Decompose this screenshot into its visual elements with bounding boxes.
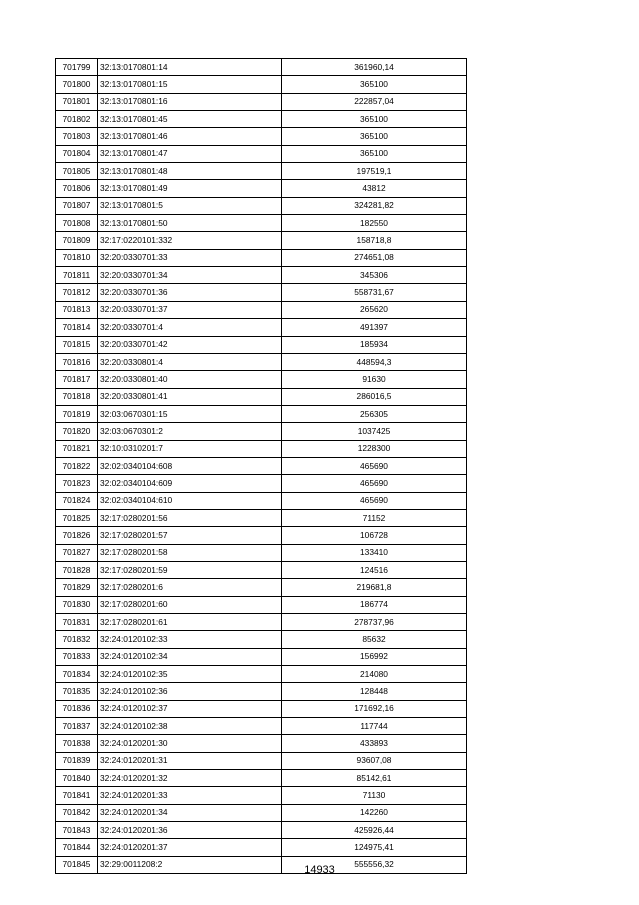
cadastral-number-cell: 32:20:0330701:4	[98, 319, 282, 336]
value-cell: 71152	[282, 509, 467, 526]
row-number-cell: 701841	[56, 787, 98, 804]
cadastral-number-cell: 32:02:0340104:610	[98, 492, 282, 509]
cadastral-number-cell: 32:24:0120102:37	[98, 700, 282, 717]
table-row	[56, 683, 467, 700]
table-row	[56, 475, 467, 492]
value-cell: 465690	[282, 492, 467, 509]
table-row	[56, 544, 467, 561]
row-number-cell: 701829	[56, 579, 98, 596]
value-cell: 219681,8	[282, 579, 467, 596]
value-cell: 465690	[282, 475, 467, 492]
table-row	[56, 76, 467, 93]
table-row	[56, 163, 467, 180]
cadastral-number-cell: 32:13:0170801:48	[98, 163, 282, 180]
value-cell: 117744	[282, 718, 467, 735]
table-row	[56, 822, 467, 839]
row-number-cell: 701834	[56, 666, 98, 683]
cadastral-number-cell: 32:20:0330701:33	[98, 249, 282, 266]
row-number-cell: 701837	[56, 718, 98, 735]
cadastral-number-cell: 32:02:0340104:609	[98, 475, 282, 492]
row-number-cell: 701800	[56, 76, 98, 93]
table-row	[56, 59, 467, 76]
table-row	[56, 735, 467, 752]
cadastral-number-cell: 32:24:0120201:30	[98, 735, 282, 752]
row-number-cell: 701833	[56, 648, 98, 665]
table-row	[56, 457, 467, 474]
cadastral-number-cell: 32:17:0280201:60	[98, 596, 282, 613]
cadastral-number-cell: 32:13:0170801:47	[98, 145, 282, 162]
row-number-cell: 701814	[56, 319, 98, 336]
cadastral-number-cell: 32:20:0330701:42	[98, 336, 282, 353]
table-row	[56, 648, 467, 665]
value-cell: 171692,16	[282, 700, 467, 717]
row-number-cell: 701823	[56, 475, 98, 492]
row-number-cell: 701819	[56, 405, 98, 422]
row-number-cell: 701805	[56, 163, 98, 180]
value-cell: 93607,08	[282, 752, 467, 769]
row-number-cell: 701807	[56, 197, 98, 214]
table-row	[56, 388, 467, 405]
cadastral-number-cell: 32:20:0330801:41	[98, 388, 282, 405]
value-cell: 425926,44	[282, 822, 467, 839]
cadastral-number-cell: 32:24:0120201:31	[98, 752, 282, 769]
table-row	[56, 770, 467, 787]
row-number-cell: 701836	[56, 700, 98, 717]
row-number-cell: 701838	[56, 735, 98, 752]
value-cell: 186774	[282, 596, 467, 613]
row-number-cell: 701845	[56, 856, 98, 873]
row-number-cell: 701812	[56, 284, 98, 301]
row-number-cell: 701817	[56, 371, 98, 388]
table-row	[56, 804, 467, 821]
cadastral-number-cell: 32:24:0120102:33	[98, 631, 282, 648]
table-row	[56, 631, 467, 648]
table-row	[56, 666, 467, 683]
row-number-cell: 701828	[56, 561, 98, 578]
row-number-cell: 701827	[56, 544, 98, 561]
table-row	[56, 509, 467, 526]
row-number-cell: 701813	[56, 301, 98, 318]
table-row	[56, 405, 467, 422]
cadastral-number-cell: 32:13:0170801:14	[98, 59, 282, 76]
value-cell: 1037425	[282, 423, 467, 440]
value-cell: 71130	[282, 787, 467, 804]
cadastral-number-cell: 32:03:0670301:15	[98, 405, 282, 422]
table-row	[56, 111, 467, 128]
cadastral-number-cell: 32:13:0170801:50	[98, 215, 282, 232]
table-row	[56, 93, 467, 110]
cadastral-number-cell: 32:29:0011208:2	[98, 856, 282, 873]
row-number-cell: 701826	[56, 527, 98, 544]
table-row	[56, 284, 467, 301]
value-cell: 274651,08	[282, 249, 467, 266]
row-number-cell: 701832	[56, 631, 98, 648]
cadastral-number-cell: 32:24:0120102:35	[98, 666, 282, 683]
table-row	[56, 440, 467, 457]
cadastral-number-cell: 32:17:0280201:61	[98, 614, 282, 631]
value-cell: 555556,32	[282, 856, 467, 873]
table-row	[56, 371, 467, 388]
cadastral-number-cell: 32:24:0120102:36	[98, 683, 282, 700]
cadastral-number-cell: 32:13:0170801:45	[98, 111, 282, 128]
value-cell: 365100	[282, 76, 467, 93]
table-row	[56, 197, 467, 214]
cadastral-number-cell: 32:20:0330801:4	[98, 353, 282, 370]
table-row	[56, 596, 467, 613]
value-cell: 265620	[282, 301, 467, 318]
value-cell: 365100	[282, 111, 467, 128]
value-cell: 365100	[282, 145, 467, 162]
value-cell: 133410	[282, 544, 467, 561]
row-number-cell: 701825	[56, 509, 98, 526]
value-cell: 85632	[282, 631, 467, 648]
table-row	[56, 700, 467, 717]
table-row	[56, 319, 467, 336]
value-cell: 278737,96	[282, 614, 467, 631]
value-cell: 124975,41	[282, 839, 467, 856]
value-cell: 345306	[282, 267, 467, 284]
cadastral-value-table	[55, 58, 467, 874]
row-number-cell: 701822	[56, 457, 98, 474]
row-number-cell: 701816	[56, 353, 98, 370]
page-number: 14933	[304, 864, 335, 876]
value-cell: 222857,04	[282, 93, 467, 110]
value-cell: 365100	[282, 128, 467, 145]
value-cell: 156992	[282, 648, 467, 665]
table-row	[56, 336, 467, 353]
table-row	[56, 527, 467, 544]
cadastral-number-cell: 32:13:0170801:5	[98, 197, 282, 214]
table-row	[56, 752, 467, 769]
cadastral-number-cell: 32:24:0120201:37	[98, 839, 282, 856]
row-number-cell: 701839	[56, 752, 98, 769]
row-number-cell: 701824	[56, 492, 98, 509]
cadastral-number-cell: 32:24:0120102:34	[98, 648, 282, 665]
table-row	[56, 423, 467, 440]
row-number-cell: 701810	[56, 249, 98, 266]
row-number-cell: 701818	[56, 388, 98, 405]
row-number-cell: 701815	[56, 336, 98, 353]
cadastral-number-cell: 32:24:0120201:34	[98, 804, 282, 821]
cadastral-number-cell: 32:24:0120102:38	[98, 718, 282, 735]
cadastral-number-cell: 32:17:0280201:6	[98, 579, 282, 596]
cadastral-number-cell: 32:13:0170801:49	[98, 180, 282, 197]
cadastral-number-cell: 32:13:0170801:16	[98, 93, 282, 110]
row-number-cell: 701843	[56, 822, 98, 839]
value-cell: 185934	[282, 336, 467, 353]
value-cell: 106728	[282, 527, 467, 544]
value-cell: 1228300	[282, 440, 467, 457]
table-row	[56, 215, 467, 232]
value-cell: 256305	[282, 405, 467, 422]
cadastral-number-cell: 32:03:0670301:2	[98, 423, 282, 440]
table-row	[56, 787, 467, 804]
row-number-cell: 701830	[56, 596, 98, 613]
value-cell: 124516	[282, 561, 467, 578]
cadastral-number-cell: 32:20:0330701:36	[98, 284, 282, 301]
value-cell: 491397	[282, 319, 467, 336]
row-number-cell: 701803	[56, 128, 98, 145]
cadastral-number-cell: 32:17:0220101:332	[98, 232, 282, 249]
value-cell: 142260	[282, 804, 467, 821]
value-cell: 465690	[282, 457, 467, 474]
cadastral-number-cell: 32:20:0330701:34	[98, 267, 282, 284]
table-row	[56, 128, 467, 145]
row-number-cell: 701835	[56, 683, 98, 700]
value-cell: 197519,1	[282, 163, 467, 180]
value-cell: 324281,82	[282, 197, 467, 214]
cadastral-number-cell: 32:10:0310201:7	[98, 440, 282, 457]
table-row	[56, 232, 467, 249]
cadastral-number-cell: 32:20:0330801:40	[98, 371, 282, 388]
value-cell: 182550	[282, 215, 467, 232]
row-number-cell: 701809	[56, 232, 98, 249]
table-row	[56, 839, 467, 856]
value-cell: 286016,5	[282, 388, 467, 405]
cadastral-number-cell: 32:24:0120201:33	[98, 787, 282, 804]
value-cell: 158718,8	[282, 232, 467, 249]
cadastral-number-cell: 32:17:0280201:56	[98, 509, 282, 526]
table-row	[56, 249, 467, 266]
row-number-cell: 701808	[56, 215, 98, 232]
row-number-cell: 701840	[56, 770, 98, 787]
table-row	[56, 267, 467, 284]
table-row	[56, 718, 467, 735]
row-number-cell: 701804	[56, 145, 98, 162]
value-cell: 361960,14	[282, 59, 467, 76]
cadastral-number-cell: 32:24:0120201:32	[98, 770, 282, 787]
value-cell: 433893	[282, 735, 467, 752]
value-cell: 448594,3	[282, 353, 467, 370]
row-number-cell: 701831	[56, 614, 98, 631]
value-cell: 128448	[282, 683, 467, 700]
value-cell: 214080	[282, 666, 467, 683]
table-row	[56, 492, 467, 509]
row-number-cell: 701844	[56, 839, 98, 856]
cadastral-number-cell: 32:17:0280201:57	[98, 527, 282, 544]
table-row	[56, 301, 467, 318]
table-row	[56, 579, 467, 596]
value-cell: 91630	[282, 371, 467, 388]
cadastral-number-cell: 32:13:0170801:15	[98, 76, 282, 93]
row-number-cell: 701801	[56, 93, 98, 110]
row-number-cell: 701821	[56, 440, 98, 457]
cadastral-number-cell: 32:13:0170801:46	[98, 128, 282, 145]
value-cell: 43812	[282, 180, 467, 197]
row-number-cell: 701799	[56, 59, 98, 76]
table-row	[56, 145, 467, 162]
cadastral-number-cell: 32:20:0330701:37	[98, 301, 282, 318]
table-row	[56, 180, 467, 197]
table-row	[56, 614, 467, 631]
cadastral-number-cell: 32:17:0280201:58	[98, 544, 282, 561]
table-body	[56, 59, 467, 874]
cadastral-number-cell: 32:02:0340104:608	[98, 457, 282, 474]
table-row	[56, 353, 467, 370]
row-number-cell: 701811	[56, 267, 98, 284]
cadastral-number-cell: 32:17:0280201:59	[98, 561, 282, 578]
value-cell: 558731,67	[282, 284, 467, 301]
row-number-cell: 701806	[56, 180, 98, 197]
row-number-cell: 701842	[56, 804, 98, 821]
cadastral-number-cell: 32:24:0120201:36	[98, 822, 282, 839]
value-cell: 85142,61	[282, 770, 467, 787]
table-row	[56, 561, 467, 578]
row-number-cell: 701802	[56, 111, 98, 128]
row-number-cell: 701820	[56, 423, 98, 440]
